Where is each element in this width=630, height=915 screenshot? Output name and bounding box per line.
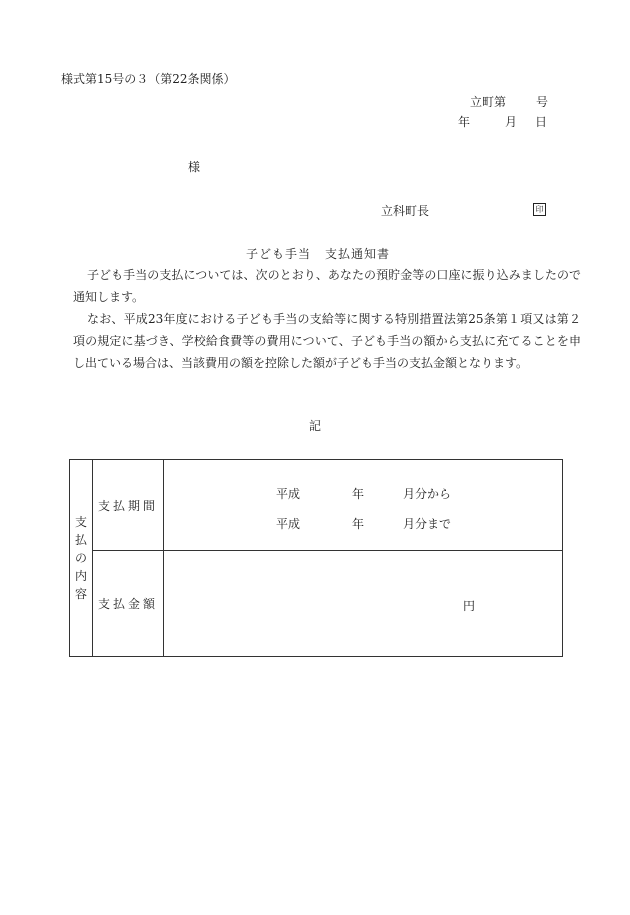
paragraph-2-text: なお、平成23年度における子ども手当の支給等に関する特別措置法第25条第１項又は第２項の規定に基づき、学校給食費等の費用について、子ども手当の額から支払に充てることを申し出ている場合は、当該費用の額を控除した額が子ども手当の支払金額となります。 — [73, 312, 581, 370]
period-to-suffix: 月分まで — [403, 517, 452, 531]
addressee-honorific: 様 — [188, 160, 201, 174]
section-char: 容 — [74, 587, 87, 601]
amount-unit: 円 — [463, 599, 476, 613]
amount-label: 支払金額 — [93, 551, 164, 657]
section-char: 内 — [74, 569, 87, 583]
period-from-era: 平成 — [276, 487, 301, 501]
period-to — [276, 515, 451, 532]
paragraph-deduction-note — [73, 308, 581, 374]
period-from-suffix: 月分から — [403, 487, 452, 501]
section-char: の — [74, 551, 87, 565]
section-char: 支 — [74, 515, 87, 529]
period-row — [70, 460, 563, 551]
date-year: 年 — [458, 115, 471, 129]
payment-details-table — [69, 459, 563, 657]
date-month: 月 — [505, 115, 518, 129]
reference-suffix: 号 — [536, 95, 549, 109]
document-title — [246, 247, 390, 261]
issuer-title: 立科町長 — [381, 204, 430, 218]
period-from — [276, 485, 451, 502]
period-value — [164, 460, 563, 551]
period-to-era: 平成 — [276, 517, 301, 531]
document-title-part2: 支払通知書 — [325, 247, 391, 261]
section-char: 払 — [74, 533, 87, 547]
reference-prefix: 立町第 — [470, 95, 507, 109]
amount-value — [164, 551, 563, 657]
ki-heading: 記 — [309, 419, 322, 433]
paragraph-1-text: 子ども手当の支払については、次のとおり、あなたの預貯金等の口座に振り込みましたので通知します。 — [73, 268, 581, 304]
period-label: 支払期間 — [93, 460, 164, 551]
form-number: 様式第15号の３（第22条関係） — [61, 72, 236, 86]
document-title-part1: 子ども手当 — [246, 247, 312, 261]
period-from-year: 年 — [352, 487, 365, 501]
period-to-year: 年 — [352, 517, 365, 531]
seal-mark: 印 — [533, 203, 546, 216]
section-label — [70, 460, 93, 657]
amount-row — [70, 551, 563, 657]
issue-date — [458, 115, 547, 129]
reference-number — [470, 95, 548, 109]
date-day: 日 — [535, 115, 548, 129]
paragraph-payment-notice — [73, 264, 581, 308]
